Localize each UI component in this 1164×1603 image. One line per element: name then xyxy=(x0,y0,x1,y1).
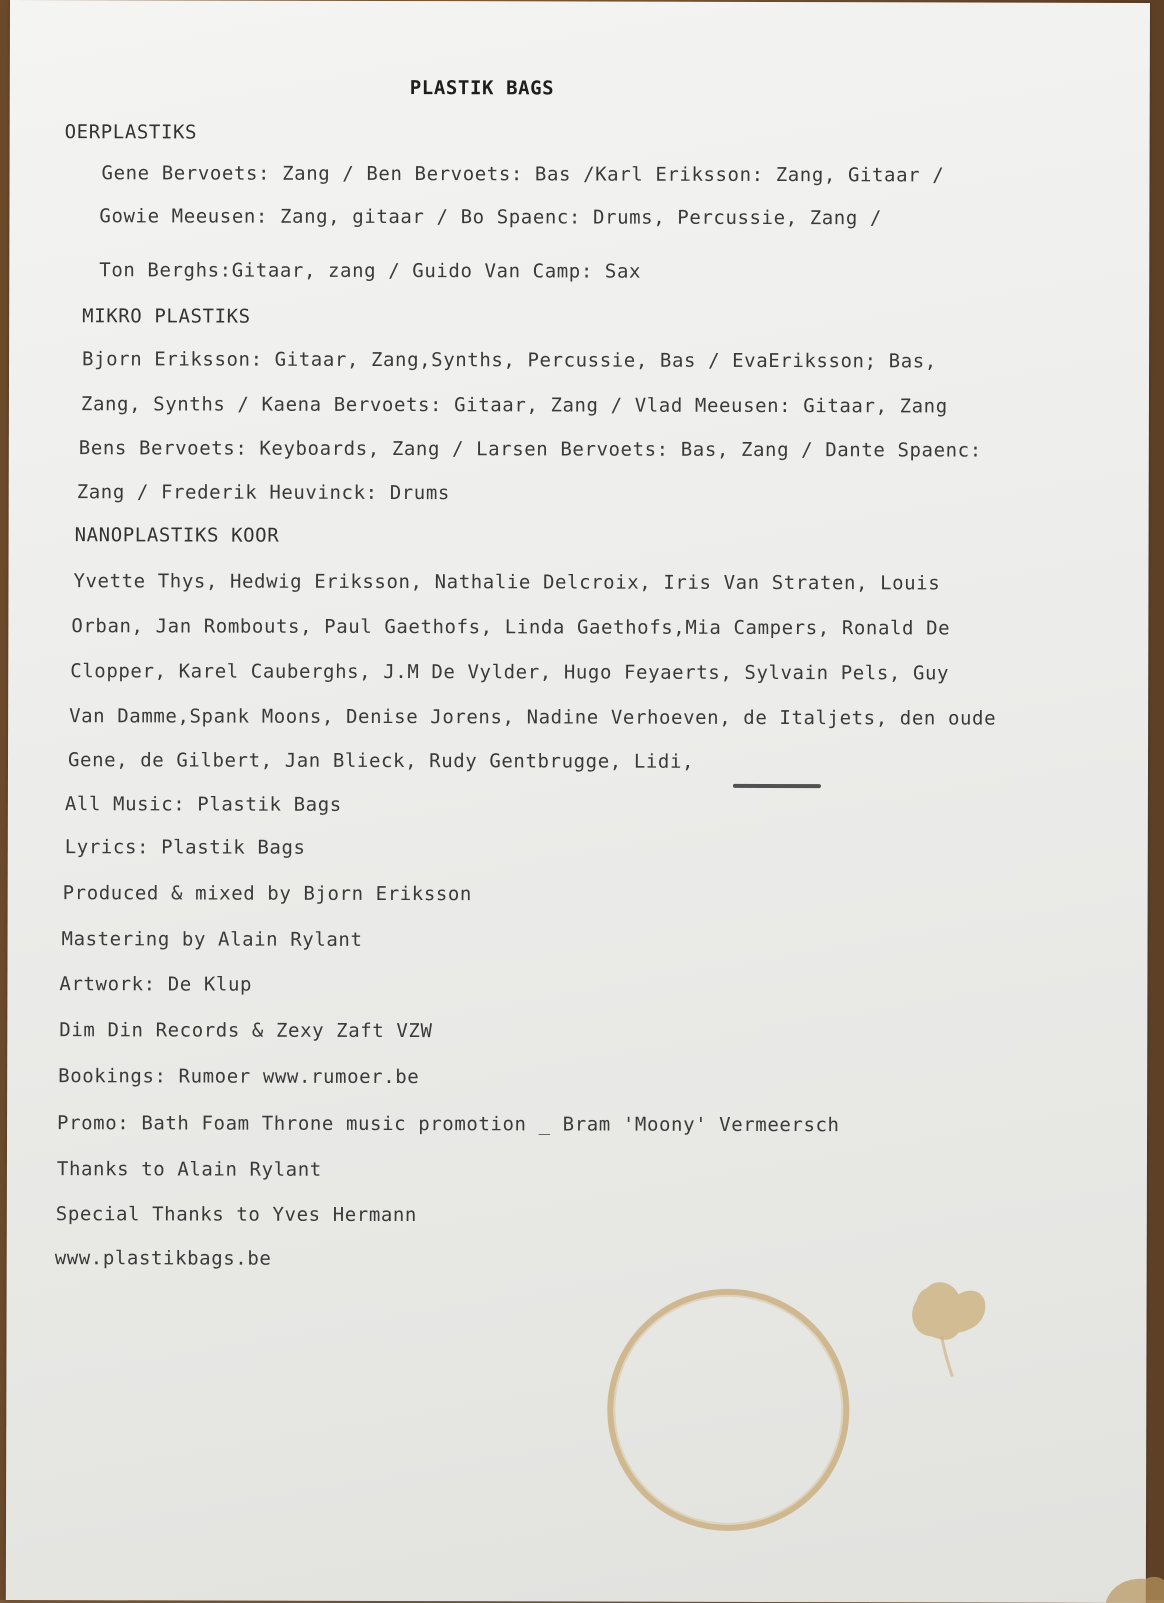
ink-smudge xyxy=(733,784,821,788)
coffee-ring-stain xyxy=(604,1286,853,1535)
nanoplastiks-line-5: Gene, de Gilbert, Jan Blieck, Rudy Gentbrugge, Lidi, xyxy=(67,749,695,773)
coffee-drip-stain xyxy=(896,1270,1006,1380)
oerplastiks-line-2: Gowie Meeusen: Zang, gitaar / Bo Spaenc: Drums, Percussie, Zang / xyxy=(99,205,883,230)
typewritten-sheet xyxy=(6,0,1150,1603)
website-url: www.plastikbags.be xyxy=(54,1247,272,1270)
document-title: PLASTIK BAGS xyxy=(409,77,555,100)
credit-lyrics: Lyrics: Plastik Bags xyxy=(64,836,306,859)
corner-stain xyxy=(1096,1563,1164,1603)
nanoplastiks-line-1: Yvette Thys, Hedwig Eriksson, Nathalie Delcroix, Iris Van Straten, Louis xyxy=(73,570,941,595)
oerplastiks-line-3: Ton Berghs:Gitaar, zang / Guido Van Camp: Sax xyxy=(99,259,642,283)
mikroplastiks-line-4: Zang / Frederik Heuvinck: Drums xyxy=(76,481,450,505)
credit-mastering: Mastering by Alain Rylant xyxy=(61,928,363,951)
credit-bookings: Bookings: Rumoer www.rumoer.be xyxy=(58,1065,420,1089)
credit-music: All Music: Plastik Bags xyxy=(64,793,342,816)
section-heading-oerplastiks: OERPLASTIKS xyxy=(64,121,198,144)
credit-artwork: Artwork: De Klup xyxy=(59,973,253,996)
mikroplastiks-line-1: Bjorn Eriksson: Gitaar, Zang,Synths, Percussie, Bas / EvaEriksson; Bas, xyxy=(82,348,937,373)
credit-thanks: Thanks to Alain Rylant xyxy=(56,1158,322,1181)
credit-special-thanks: Special Thanks to Yves Hermann xyxy=(55,1203,418,1227)
section-heading-nanoplastiks: NANOPLASTIKS KOOR xyxy=(74,524,280,547)
nanoplastiks-line-2: Orban, Jan Rombouts, Paul Gaethofs, Linda Gaethofs,Mia Campers, Ronald De xyxy=(71,615,951,640)
mikroplastiks-line-3: Bens Bervoets: Keyboards, Zang / Larsen Bervoets: Bas, Zang / Dante Spaenc: xyxy=(78,437,982,462)
nanoplastiks-line-3: Clopper, Karel Cauberghs, J.M De Vylder, Hugo Feyaerts, Sylvain Pels, Guy xyxy=(70,660,950,685)
mikroplastiks-line-2: Zang, Synths / Kaena Bervoets: Gitaar, Zang / Vlad Meeusen: Gitaar, Zang xyxy=(80,393,948,418)
nanoplastiks-line-4: Van Damme,Spank Moons, Denise Jorens, Nadine Verhoeven, de Italjets, den oude xyxy=(69,705,997,730)
credit-produced: Produced & mixed by Bjorn Eriksson xyxy=(62,882,473,906)
credit-promo: Promo: Bath Foam Throne music promotion _ Bram 'Moony' Vermeersch xyxy=(57,1112,840,1137)
credit-label: Dim Din Records & Zexy Zaft VZW xyxy=(59,1019,433,1043)
oerplastiks-line-1: Gene Bervoets: Zang / Ben Bervoets: Bas /Karl Eriksson: Zang, Gitaar / xyxy=(101,162,945,187)
section-heading-mikroplastiks: MIKRO PLASTIKS xyxy=(82,305,251,328)
